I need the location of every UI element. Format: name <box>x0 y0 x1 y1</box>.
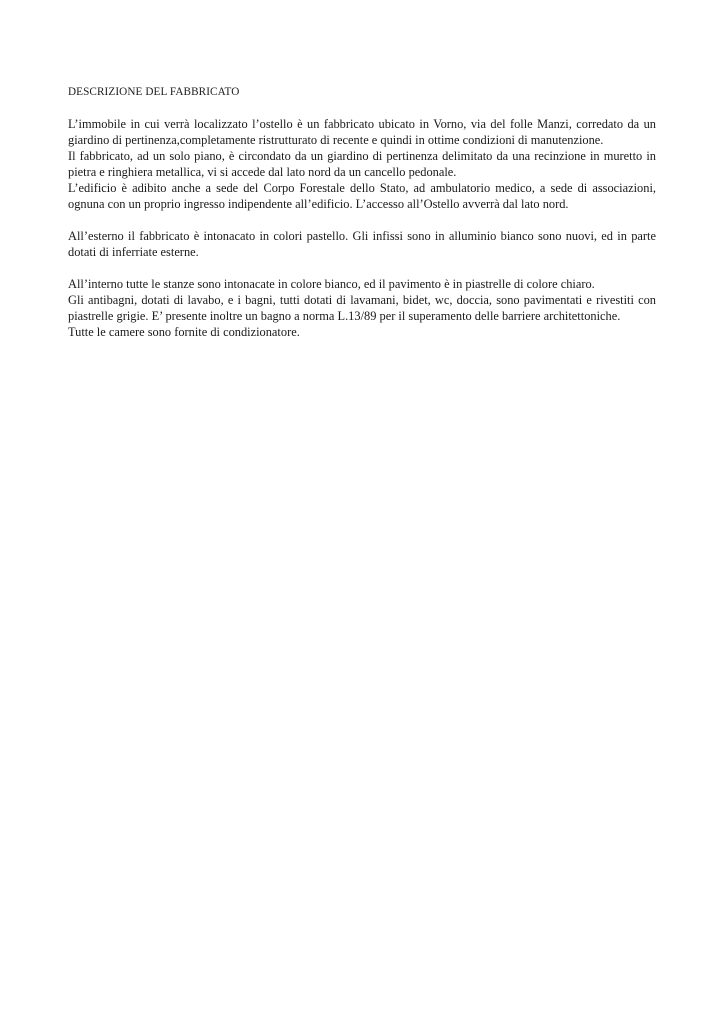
paragraph-building: Il fabbricato, ad un solo piano, è circondato da un giardino di pertinenza delimitato da una recinzione in muretto in pietra e ringhiera metallica, vi si accede dal lato nord da un cancello pedonale. <box>68 149 656 179</box>
document-heading: DESCRIZIONE DEL FABBRICATO <box>68 86 240 98</box>
paragraph-interior: All’interno tutte le stanze sono intonacate in colore bianco, ed il pavimento è in piastrelle di colore chiaro. <box>68 277 595 291</box>
paragraph-usage: L’edificio è adibito anche a sede del Corpo Forestale dello Stato, ad ambulatorio medico, a sede di associazioni, ognuna con un proprio ingresso indipendente all’edificio. L’accesso all’Ostello avverrà dal lato nord. <box>68 181 656 211</box>
paragraph-location: L’immobile in cui verrà localizzato l’ostello è un fabbricato ubicato in Vorno, via del folle Manzi, corredato da un giardino di pertinenza,completamente ristrutturato di recente e quindi in ottime condizioni di manutenzione. <box>68 117 656 147</box>
paragraph-exterior: All’esterno il fabbricato è intonacato in colori pastello. Gli infissi sono in alluminio bianco sono nuovi, ed in parte dotati di inferriate esterne. <box>68 229 656 259</box>
paragraph-spacer <box>68 212 656 228</box>
document-body <box>68 84 656 340</box>
paragraph-spacer <box>68 260 656 276</box>
paragraph-bathrooms: Gli antibagni, dotati di lavabo, e i bagni, tutti dotati di lavamani, bidet, wc, doccia, sono pavimentati e rivestiti con piastrelle grigie. E’ presente inoltre un bagno a norma L.13/89 per il superamento delle barriere architettoniche. <box>68 293 656 323</box>
paragraph-rooms: Tutte le camere sono fornite di condizionatore. <box>68 325 300 339</box>
